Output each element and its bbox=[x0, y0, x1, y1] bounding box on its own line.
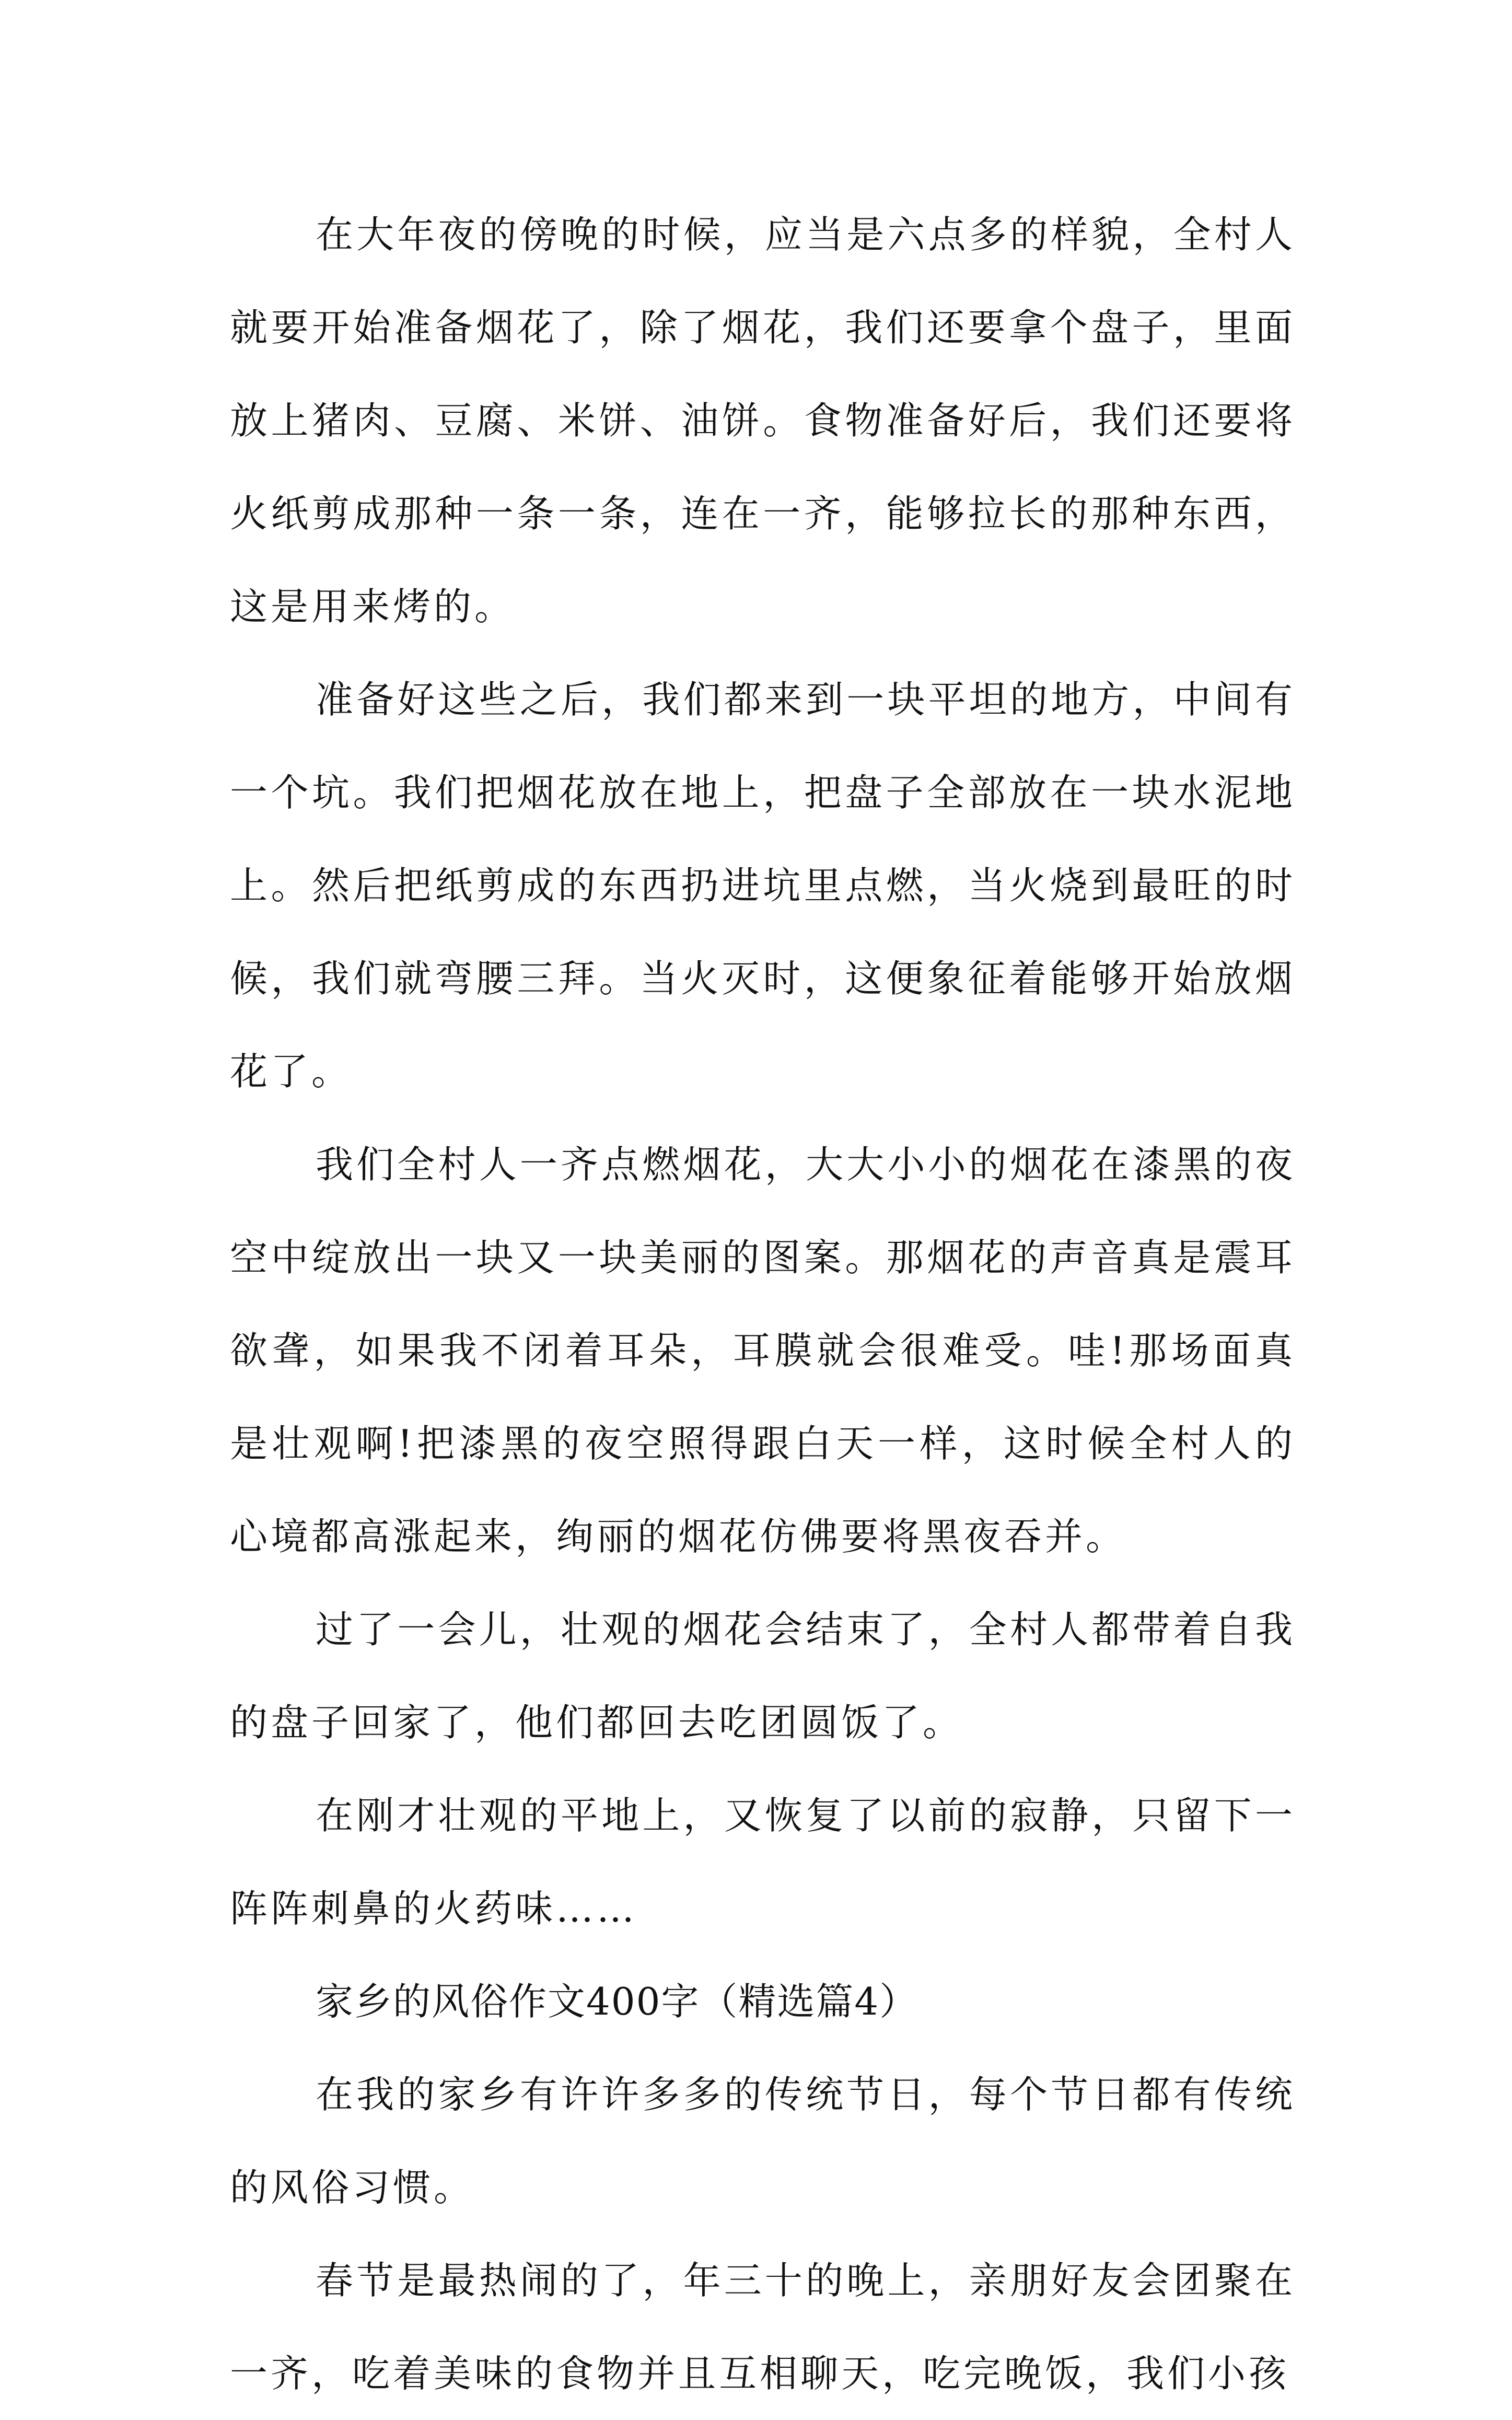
paragraph-2: 准备好这些之后，我们都来到一块平坦的地方，中间有一个坑。我们把烟花放在地上，把盘子全部放在一块水泥地上。然后把纸剪成的东西扔进坑里点燃，当火烧到最旺的时候，我们就弯腰三拜。当火灭时，这便象征着能够开始放烟花了。 bbox=[230, 678, 1296, 1093]
paragraph-7: 春节是最热闹的了，年三十的晚上，亲朋好友会团聚在一齐，吃着美味的食物并且互相聊天，吃完晚饭，我们小孩 bbox=[230, 2259, 1296, 2395]
paragraph-6: 在我的家乡有许许多多的传统节日，每个节日都有传统的风俗习惯。 bbox=[230, 2073, 1296, 2209]
paragraph-5: 在刚才壮观的平地上，又恢复了以前的寂静，只留下一阵阵刺鼻的火药味…… bbox=[230, 1794, 1296, 1930]
section-heading: 家乡的风俗作文400字（精选篇4） bbox=[316, 1980, 918, 2023]
paragraph-4: 过了一会儿，壮观的烟花会结束了，全村人都带着自我的盘子回家了，他们都回去吃团圆饭了。 bbox=[230, 1608, 1296, 1744]
document-body bbox=[230, 188, 1296, 2420]
paragraph-1: 在大年夜的傍晚的时候，应当是六点多的样貌，全村人就要开始准备烟花了，除了烟花，我们还要拿个盘子，里面放上猪肉、豆腐、米饼、油饼。食物准备好后，我们还要将火纸剪成那种一条一条，连在一齐，能够拉长的那种东西，这是用来烤的。 bbox=[230, 213, 1296, 629]
paragraph-3: 我们全村人一齐点燃烟花，大大小小的烟花在漆黑的夜空中绽放出一块又一块美丽的图案。那烟花的声音真是震耳欲聋，如果我不闭着耳朵，耳膜就会很难受。哇!那场面真是壮观啊!把漆黑的夜空照得跟白天一样，这时候全村人的心境都高涨起来，绚丽的烟花仿佛要将黑夜吞并。 bbox=[230, 1143, 1296, 1558]
